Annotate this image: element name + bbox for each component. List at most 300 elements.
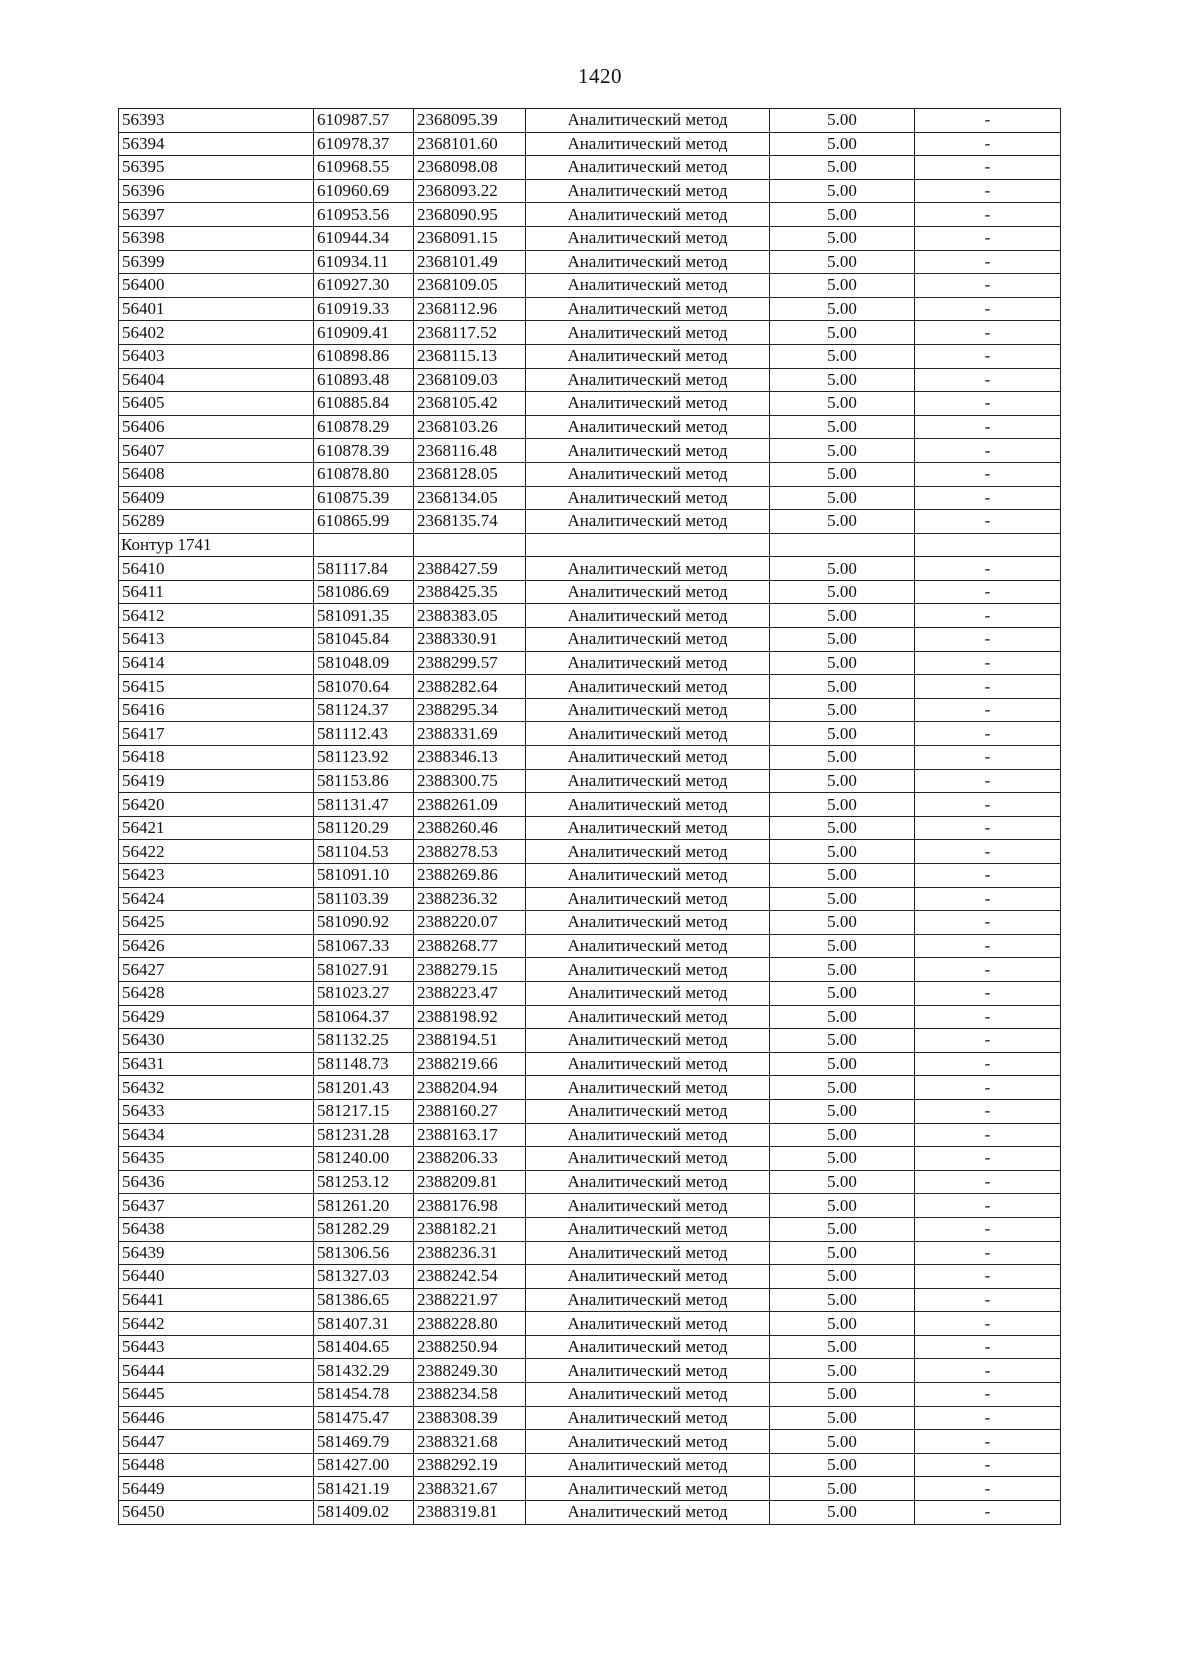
- x-coordinate-cell: 581240.00: [314, 1147, 414, 1171]
- y-coordinate-cell: 2368095.39: [414, 109, 526, 133]
- precision-cell: 5.00: [770, 486, 915, 510]
- method-cell: Аналитический метод: [526, 1076, 770, 1100]
- method-cell: Аналитический метод: [526, 557, 770, 581]
- precision-cell: 5.00: [770, 1406, 915, 1430]
- description-cell: -: [915, 675, 1061, 699]
- method-cell: Аналитический метод: [526, 840, 770, 864]
- point-id-cell: 56401: [119, 297, 314, 321]
- precision-cell: 5.00: [770, 1052, 915, 1076]
- description-cell: -: [915, 840, 1061, 864]
- point-id-cell: 56446: [119, 1406, 314, 1430]
- description-cell: -: [915, 1312, 1061, 1336]
- precision-cell: 5.00: [770, 1501, 915, 1525]
- method-cell: Аналитический метод: [526, 1241, 770, 1265]
- table-row: [119, 179, 1061, 203]
- point-id-cell: 56426: [119, 934, 314, 958]
- table-row: [119, 1099, 1061, 1123]
- y-coordinate-cell: 2368101.49: [414, 250, 526, 274]
- y-coordinate-cell: 2368115.13: [414, 344, 526, 368]
- description-cell: -: [915, 793, 1061, 817]
- description-cell: -: [915, 203, 1061, 227]
- y-coordinate-cell: 2388242.54: [414, 1265, 526, 1289]
- precision-cell: 5.00: [770, 1123, 915, 1147]
- y-coordinate-cell: 2368134.05: [414, 486, 526, 510]
- method-cell: Аналитический метод: [526, 1052, 770, 1076]
- table-row: [119, 462, 1061, 486]
- y-coordinate-cell: 2388308.39: [414, 1406, 526, 1430]
- description-cell: -: [915, 415, 1061, 439]
- x-coordinate-cell: 581124.37: [314, 698, 414, 722]
- x-coordinate-cell: 610944.34: [314, 226, 414, 250]
- y-coordinate-cell: 2368105.42: [414, 392, 526, 416]
- point-id-cell: 56396: [119, 179, 314, 203]
- method-cell: Аналитический метод: [526, 1453, 770, 1477]
- precision-cell: 5.00: [770, 1170, 915, 1194]
- x-coordinate-cell: 610953.56: [314, 203, 414, 227]
- point-id-cell: 56394: [119, 132, 314, 156]
- precision-cell: 5.00: [770, 958, 915, 982]
- description-cell: -: [915, 486, 1061, 510]
- table-row: [119, 1453, 1061, 1477]
- point-id-cell: 56438: [119, 1217, 314, 1241]
- method-cell: Аналитический метод: [526, 1477, 770, 1501]
- point-id-cell: 56427: [119, 958, 314, 982]
- precision-cell: 5.00: [770, 816, 915, 840]
- description-cell: -: [915, 1359, 1061, 1383]
- y-coordinate-cell: 2368135.74: [414, 510, 526, 534]
- x-coordinate-cell: 610878.29: [314, 415, 414, 439]
- y-coordinate-cell: 2388282.64: [414, 675, 526, 699]
- x-coordinate-cell: 610968.55: [314, 156, 414, 180]
- x-coordinate-cell: 581064.37: [314, 1005, 414, 1029]
- y-coordinate-cell: 2368117.52: [414, 321, 526, 345]
- description-cell: -: [915, 1406, 1061, 1430]
- y-coordinate-cell: 2388206.33: [414, 1147, 526, 1171]
- table-row: [119, 746, 1061, 770]
- description-cell: -: [915, 1453, 1061, 1477]
- description-cell: -: [915, 1430, 1061, 1454]
- description-cell: -: [915, 1477, 1061, 1501]
- table-row: [119, 1052, 1061, 1076]
- x-coordinate-cell: 581386.65: [314, 1288, 414, 1312]
- point-id-cell: 56399: [119, 250, 314, 274]
- x-coordinate-cell: 610898.86: [314, 344, 414, 368]
- precision-cell: 5.00: [770, 344, 915, 368]
- point-id-cell: 56423: [119, 864, 314, 888]
- precision-cell: 5.00: [770, 132, 915, 156]
- precision-cell: 5.00: [770, 557, 915, 581]
- point-id-cell: 56414: [119, 651, 314, 675]
- precision-cell: 5.00: [770, 1335, 915, 1359]
- x-coordinate-cell: 610987.57: [314, 109, 414, 133]
- x-coordinate-cell: 581148.73: [314, 1052, 414, 1076]
- table-row: [119, 1383, 1061, 1407]
- y-coordinate-cell: 2388295.34: [414, 698, 526, 722]
- empty-cell: [526, 533, 770, 557]
- x-coordinate-cell: 610927.30: [314, 274, 414, 298]
- x-coordinate-cell: 610978.37: [314, 132, 414, 156]
- x-coordinate-cell: 581091.10: [314, 864, 414, 888]
- method-cell: Аналитический метод: [526, 722, 770, 746]
- table-row: [119, 1076, 1061, 1100]
- description-cell: -: [915, 250, 1061, 274]
- x-coordinate-cell: 610934.11: [314, 250, 414, 274]
- precision-cell: 5.00: [770, 769, 915, 793]
- precision-cell: 5.00: [770, 981, 915, 1005]
- precision-cell: 5.00: [770, 604, 915, 628]
- table-row: [119, 769, 1061, 793]
- precision-cell: 5.00: [770, 226, 915, 250]
- method-cell: Аналитический метод: [526, 1430, 770, 1454]
- y-coordinate-cell: 2368109.05: [414, 274, 526, 298]
- precision-cell: 5.00: [770, 1029, 915, 1053]
- table-row: [119, 698, 1061, 722]
- precision-cell: 5.00: [770, 1453, 915, 1477]
- empty-cell: [314, 533, 414, 557]
- table-row: [119, 934, 1061, 958]
- precision-cell: 5.00: [770, 1477, 915, 1501]
- y-coordinate-cell: 2388331.69: [414, 722, 526, 746]
- description-cell: -: [915, 156, 1061, 180]
- point-id-cell: 56433: [119, 1099, 314, 1123]
- description-cell: -: [915, 698, 1061, 722]
- x-coordinate-cell: 581117.84: [314, 557, 414, 581]
- method-cell: Аналитический метод: [526, 368, 770, 392]
- method-cell: Аналитический метод: [526, 1217, 770, 1241]
- y-coordinate-cell: 2368116.48: [414, 439, 526, 463]
- method-cell: Аналитический метод: [526, 179, 770, 203]
- point-id-cell: 56413: [119, 628, 314, 652]
- y-coordinate-cell: 2388292.19: [414, 1453, 526, 1477]
- point-id-cell: 56442: [119, 1312, 314, 1336]
- precision-cell: 5.00: [770, 109, 915, 133]
- point-id-cell: 56410: [119, 557, 314, 581]
- x-coordinate-cell: 581404.65: [314, 1335, 414, 1359]
- method-cell: Аналитический метод: [526, 604, 770, 628]
- table-row: [119, 1029, 1061, 1053]
- x-coordinate-cell: 581023.27: [314, 981, 414, 1005]
- y-coordinate-cell: 2388346.13: [414, 746, 526, 770]
- y-coordinate-cell: 2388219.66: [414, 1052, 526, 1076]
- description-cell: -: [915, 769, 1061, 793]
- y-coordinate-cell: 2388209.81: [414, 1170, 526, 1194]
- point-id-cell: 56417: [119, 722, 314, 746]
- table-row: [119, 1501, 1061, 1525]
- x-coordinate-cell: 581201.43: [314, 1076, 414, 1100]
- method-cell: Аналитический метод: [526, 321, 770, 345]
- description-cell: -: [915, 1194, 1061, 1218]
- table-row: [119, 1194, 1061, 1218]
- y-coordinate-cell: 2388194.51: [414, 1029, 526, 1053]
- point-id-cell: 56418: [119, 746, 314, 770]
- description-cell: -: [915, 344, 1061, 368]
- description-cell: -: [915, 864, 1061, 888]
- precision-cell: 5.00: [770, 392, 915, 416]
- method-cell: Аналитический метод: [526, 793, 770, 817]
- x-coordinate-cell: 610878.80: [314, 462, 414, 486]
- point-id-cell: 56447: [119, 1430, 314, 1454]
- method-cell: Аналитический метод: [526, 934, 770, 958]
- description-cell: -: [915, 958, 1061, 982]
- x-coordinate-cell: 610875.39: [314, 486, 414, 510]
- y-coordinate-cell: 2368109.03: [414, 368, 526, 392]
- method-cell: Аналитический метод: [526, 1194, 770, 1218]
- x-coordinate-cell: 581282.29: [314, 1217, 414, 1241]
- precision-cell: 5.00: [770, 462, 915, 486]
- method-cell: Аналитический метод: [526, 864, 770, 888]
- point-id-cell: 56407: [119, 439, 314, 463]
- method-cell: Аналитический метод: [526, 746, 770, 770]
- precision-cell: 5.00: [770, 628, 915, 652]
- description-cell: -: [915, 1123, 1061, 1147]
- y-coordinate-cell: 2388330.91: [414, 628, 526, 652]
- description-cell: -: [915, 439, 1061, 463]
- point-id-cell: 56431: [119, 1052, 314, 1076]
- point-id-cell: 56416: [119, 698, 314, 722]
- precision-cell: 5.00: [770, 1383, 915, 1407]
- table-row: [119, 439, 1061, 463]
- x-coordinate-cell: 581421.19: [314, 1477, 414, 1501]
- table-row: [119, 1147, 1061, 1171]
- method-cell: Аналитический метод: [526, 462, 770, 486]
- description-cell: -: [915, 321, 1061, 345]
- y-coordinate-cell: 2388198.92: [414, 1005, 526, 1029]
- point-id-cell: 56397: [119, 203, 314, 227]
- y-coordinate-cell: 2388250.94: [414, 1335, 526, 1359]
- y-coordinate-cell: 2388269.86: [414, 864, 526, 888]
- y-coordinate-cell: 2388299.57: [414, 651, 526, 675]
- y-coordinate-cell: 2388268.77: [414, 934, 526, 958]
- table-row: [119, 1241, 1061, 1265]
- description-cell: -: [915, 911, 1061, 935]
- point-id-cell: 56439: [119, 1241, 314, 1265]
- point-id-cell: 56434: [119, 1123, 314, 1147]
- x-coordinate-cell: 581048.09: [314, 651, 414, 675]
- precision-cell: 5.00: [770, 840, 915, 864]
- description-cell: -: [915, 297, 1061, 321]
- description-cell: -: [915, 226, 1061, 250]
- x-coordinate-cell: 610865.99: [314, 510, 414, 534]
- description-cell: -: [915, 179, 1061, 203]
- precision-cell: 5.00: [770, 1217, 915, 1241]
- x-coordinate-cell: 581027.91: [314, 958, 414, 982]
- point-id-cell: 56425: [119, 911, 314, 935]
- table-row: [119, 557, 1061, 581]
- description-cell: -: [915, 1170, 1061, 1194]
- table-row: [119, 1312, 1061, 1336]
- point-id-cell: 56441: [119, 1288, 314, 1312]
- precision-cell: 5.00: [770, 156, 915, 180]
- point-id-cell: 56398: [119, 226, 314, 250]
- table-row: [119, 628, 1061, 652]
- x-coordinate-cell: 610878.39: [314, 439, 414, 463]
- description-cell: -: [915, 1217, 1061, 1241]
- y-coordinate-cell: 2388260.46: [414, 816, 526, 840]
- y-coordinate-cell: 2388163.17: [414, 1123, 526, 1147]
- x-coordinate-cell: 581090.92: [314, 911, 414, 935]
- x-coordinate-cell: 581103.39: [314, 887, 414, 911]
- description-cell: -: [915, 1029, 1061, 1053]
- x-coordinate-cell: 581067.33: [314, 934, 414, 958]
- table-row: [119, 1288, 1061, 1312]
- description-cell: -: [915, 722, 1061, 746]
- table-row: [119, 415, 1061, 439]
- empty-cell: [770, 533, 915, 557]
- y-coordinate-cell: 2388236.32: [414, 887, 526, 911]
- method-cell: Аналитический метод: [526, 1501, 770, 1525]
- table-row: [119, 344, 1061, 368]
- y-coordinate-cell: 2388427.59: [414, 557, 526, 581]
- point-id-cell: 56406: [119, 415, 314, 439]
- x-coordinate-cell: 581327.03: [314, 1265, 414, 1289]
- y-coordinate-cell: 2388321.67: [414, 1477, 526, 1501]
- table-row: [119, 392, 1061, 416]
- table-row: [119, 368, 1061, 392]
- point-id-cell: 56424: [119, 887, 314, 911]
- method-cell: Аналитический метод: [526, 1147, 770, 1171]
- x-coordinate-cell: 581454.78: [314, 1383, 414, 1407]
- table-row: [119, 1217, 1061, 1241]
- table-row: [119, 1170, 1061, 1194]
- description-cell: -: [915, 981, 1061, 1005]
- point-id-cell: 56445: [119, 1383, 314, 1407]
- y-coordinate-cell: 2388278.53: [414, 840, 526, 864]
- table-row: [119, 1477, 1061, 1501]
- description-cell: -: [915, 274, 1061, 298]
- method-cell: Аналитический метод: [526, 439, 770, 463]
- point-id-cell: 56421: [119, 816, 314, 840]
- x-coordinate-cell: 581261.20: [314, 1194, 414, 1218]
- description-cell: -: [915, 510, 1061, 534]
- table-row: [119, 274, 1061, 298]
- method-cell: Аналитический метод: [526, 250, 770, 274]
- description-cell: -: [915, 887, 1061, 911]
- precision-cell: 5.00: [770, 911, 915, 935]
- table-row: [119, 604, 1061, 628]
- precision-cell: 5.00: [770, 722, 915, 746]
- point-id-cell: 56412: [119, 604, 314, 628]
- method-cell: Аналитический метод: [526, 887, 770, 911]
- method-cell: Аналитический метод: [526, 274, 770, 298]
- method-cell: Аналитический метод: [526, 415, 770, 439]
- description-cell: -: [915, 1241, 1061, 1265]
- x-coordinate-cell: 581104.53: [314, 840, 414, 864]
- table-row: [119, 1430, 1061, 1454]
- method-cell: Аналитический метод: [526, 226, 770, 250]
- y-coordinate-cell: 2388228.80: [414, 1312, 526, 1336]
- x-coordinate-cell: 581091.35: [314, 604, 414, 628]
- method-cell: Аналитический метод: [526, 1383, 770, 1407]
- precision-cell: 5.00: [770, 1099, 915, 1123]
- precision-cell: 5.00: [770, 1241, 915, 1265]
- point-id-cell: 56405: [119, 392, 314, 416]
- precision-cell: 5.00: [770, 1312, 915, 1336]
- method-cell: Аналитический метод: [526, 1170, 770, 1194]
- description-cell: -: [915, 934, 1061, 958]
- point-id-cell: 56450: [119, 1501, 314, 1525]
- description-cell: -: [915, 368, 1061, 392]
- precision-cell: 5.00: [770, 698, 915, 722]
- coordinates-table-body: [119, 109, 1061, 1525]
- x-coordinate-cell: 581432.29: [314, 1359, 414, 1383]
- table-row: [119, 203, 1061, 227]
- y-coordinate-cell: 2368112.96: [414, 297, 526, 321]
- y-coordinate-cell: 2388220.07: [414, 911, 526, 935]
- precision-cell: 5.00: [770, 203, 915, 227]
- method-cell: Аналитический метод: [526, 109, 770, 133]
- method-cell: Аналитический метод: [526, 1005, 770, 1029]
- description-cell: -: [915, 628, 1061, 652]
- method-cell: Аналитический метод: [526, 698, 770, 722]
- y-coordinate-cell: 2388182.21: [414, 1217, 526, 1241]
- x-coordinate-cell: 581231.28: [314, 1123, 414, 1147]
- y-coordinate-cell: 2368128.05: [414, 462, 526, 486]
- table-row: [119, 840, 1061, 864]
- method-cell: Аналитический метод: [526, 1359, 770, 1383]
- x-coordinate-cell: 581086.69: [314, 580, 414, 604]
- precision-cell: 5.00: [770, 297, 915, 321]
- precision-cell: 5.00: [770, 439, 915, 463]
- point-id-cell: 56440: [119, 1265, 314, 1289]
- precision-cell: 5.00: [770, 274, 915, 298]
- x-coordinate-cell: 581153.86: [314, 769, 414, 793]
- method-cell: Аналитический метод: [526, 1123, 770, 1147]
- precision-cell: 5.00: [770, 1265, 915, 1289]
- point-id-cell: 56430: [119, 1029, 314, 1053]
- empty-cell: [915, 533, 1061, 557]
- coordinates-table: [118, 108, 1061, 1525]
- table-row: [119, 250, 1061, 274]
- x-coordinate-cell: 581407.31: [314, 1312, 414, 1336]
- method-cell: Аналитический метод: [526, 1335, 770, 1359]
- method-cell: Аналитический метод: [526, 1029, 770, 1053]
- point-id-cell: 56448: [119, 1453, 314, 1477]
- point-id-cell: 56408: [119, 462, 314, 486]
- method-cell: Аналитический метод: [526, 1265, 770, 1289]
- x-coordinate-cell: 581427.00: [314, 1453, 414, 1477]
- precision-cell: 5.00: [770, 368, 915, 392]
- y-coordinate-cell: 2388221.97: [414, 1288, 526, 1312]
- table-row: [119, 226, 1061, 250]
- method-cell: Аналитический метод: [526, 156, 770, 180]
- method-cell: Аналитический метод: [526, 911, 770, 935]
- x-coordinate-cell: 581469.79: [314, 1430, 414, 1454]
- x-coordinate-cell: 581217.15: [314, 1099, 414, 1123]
- contour-label: Контур 1741: [119, 533, 314, 557]
- table-row: [119, 321, 1061, 345]
- x-coordinate-cell: 581253.12: [314, 1170, 414, 1194]
- table-row: [119, 1005, 1061, 1029]
- description-cell: -: [915, 1147, 1061, 1171]
- y-coordinate-cell: 2368091.15: [414, 226, 526, 250]
- y-coordinate-cell: 2388204.94: [414, 1076, 526, 1100]
- precision-cell: 5.00: [770, 864, 915, 888]
- description-cell: -: [915, 462, 1061, 486]
- precision-cell: 5.00: [770, 887, 915, 911]
- precision-cell: 5.00: [770, 1005, 915, 1029]
- point-id-cell: 56419: [119, 769, 314, 793]
- x-coordinate-cell: 581123.92: [314, 746, 414, 770]
- method-cell: Аналитический метод: [526, 958, 770, 982]
- table-row: [119, 1359, 1061, 1383]
- precision-cell: 5.00: [770, 746, 915, 770]
- description-cell: -: [915, 132, 1061, 156]
- precision-cell: 5.00: [770, 1147, 915, 1171]
- y-coordinate-cell: 2368093.22: [414, 179, 526, 203]
- y-coordinate-cell: 2388261.09: [414, 793, 526, 817]
- table-row: [119, 722, 1061, 746]
- precision-cell: 5.00: [770, 1288, 915, 1312]
